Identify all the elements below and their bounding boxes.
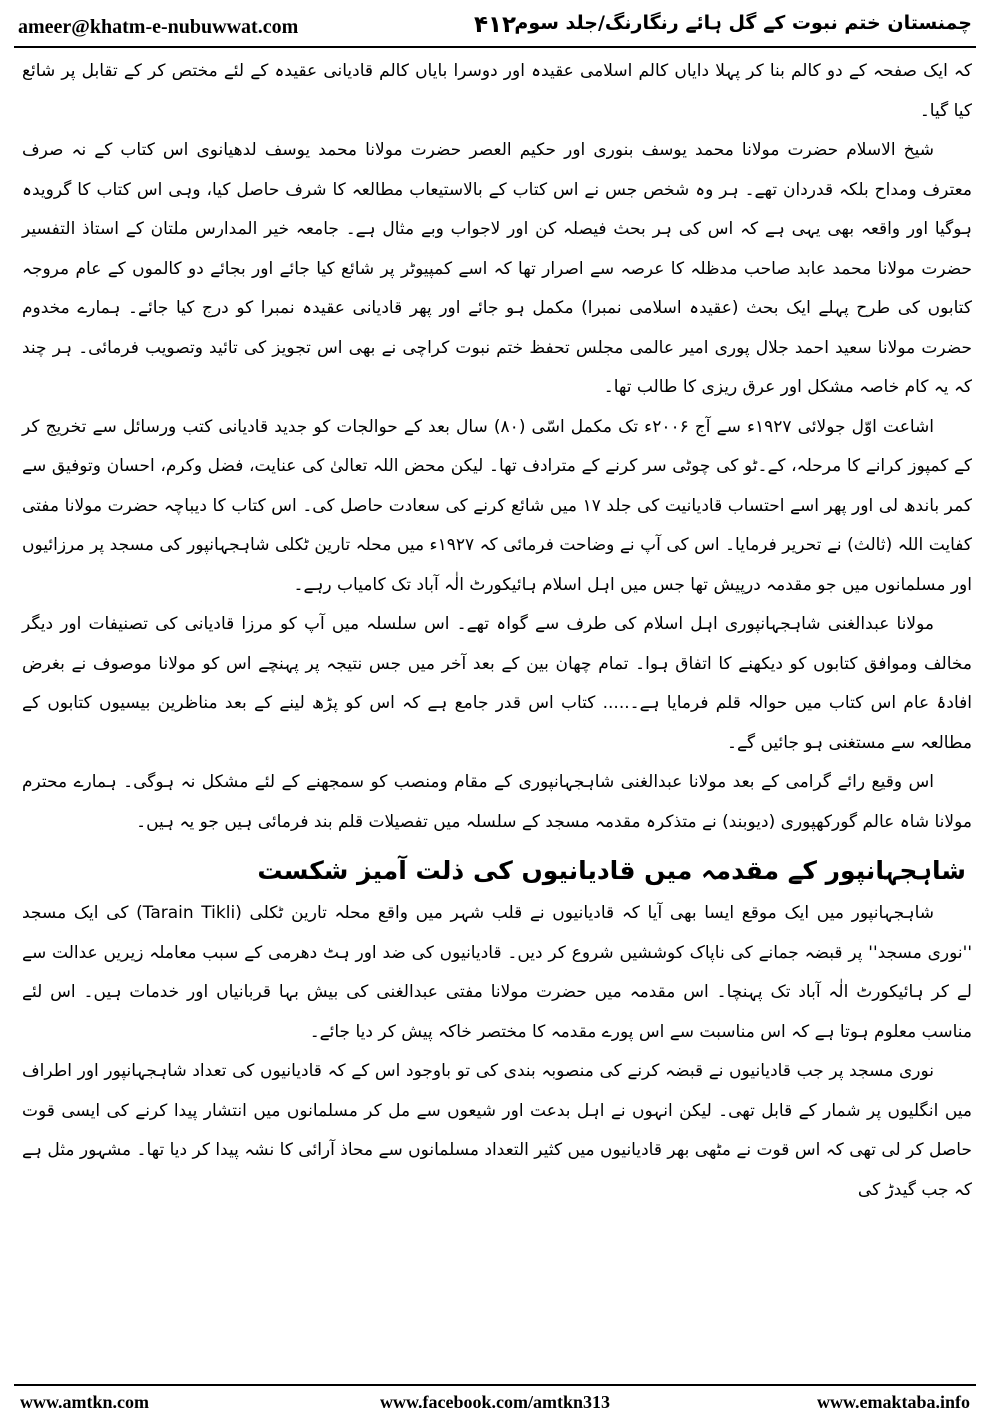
book-title: چمنستان ختم نبوت کے گل ہائے رنگارنگ/جلد سوم bbox=[514, 12, 972, 34]
paragraph-2: شیخ الاسلام حضرت مولانا محمد یوسف بنوری اور حکیم العصر حضرت مولانا محمد یوسف لدھیانوی اس کتاب کے نہ صرف معترف ومداح بلکہ قدردان تھے۔ ہر وہ شخص جس نے اس کتاب کے بالاستیعاب مطالعہ کا شرف حاصل کیا، وہی اس کتاب کا گرویدہ ہوگیا اور واقعہ بھی یہی ہے کہ اس کی ہر بحث فیصلہ کن اور لاجواب وبے مثال ہے۔ جامعہ خیر المدارس ملتان کے استاذ التفسیر حضرت مولانا محمد عابد صاحب مدظلہ کا عرصہ سے اصرار تھا کہ اسے کمپیوٹر پر شائع کیا جائے اور بجائے دو کالموں کے عام مروجہ کتابوں کی طرح پہلے ایک بحث (عقیدہ اسلامی نمبرا) مکمل ہو جائے اور پھر قادیانی عقیدہ نمبرا کو درج کیا جائے۔ ہمارے مخدوم حضرت مولانا سعید احمد جلال پوری امیر عالمی مجلس تحفظ ختم نبوت کراچی نے بھی اس تجویز کی تائید وتصویب فرمائی۔ ہر چند کہ یہ کام خاصہ مشکل اور عرق ریزی کا طالب تھا۔ bbox=[22, 140, 972, 397]
header-email: ameer@khatm-e-nubuwwat.com bbox=[18, 16, 299, 38]
page-body bbox=[22, 52, 972, 1210]
footer-divider bbox=[14, 1384, 976, 1386]
section-paragraph-2: نوری مسجد پر جب قادیانیوں نے قبضہ کرنے کی منصوبہ بندی کی تو باوجود اس کے کہ قادیانیوں کی تعداد شاہجہانپور اور اطراف میں انگلیوں پر شمار کے قابل تھی۔ لیکن انہوں نے اہل بدعت اور شیعوں سے مل کر مسلمانوں میں انتشار پیدا کرنے کی ایسی قوت حاصل کر لی تھی کہ اس قوت نے مٹھی بھر قادیانیوں میں کثیر التعداد مسلمانوں سے محاذ آرائی کا نشہ پیدا کر دیا تھا۔ مشہور مثل ہے کہ جب گیدڑ کی bbox=[22, 1061, 972, 1200]
paragraph-1: کہ ایک صفحہ کے دو کالم بنا کر پہلا دایاں کالم اسلامی عقیدہ اور دوسرا بایاں کالم قادیانی عقیدہ کے لئے مختص کر کے تقابل پر شائع کیا گیا۔ bbox=[22, 61, 972, 121]
paragraph-4: مولانا عبدالغنی شاہجہانپوری اہل اسلام کی طرف سے گواہ تھے۔ اس سلسلہ میں آپ کو مرزا قادیانی کی تصنیفات اور دیگر مخالف وموافق کتابوں کو دیکھنے کا اتفاق ہوا۔ تمام چھان بین کے بعد آخر میں جس نتیجہ پر پہنچے اس کو مولانا موصوف نے بغرض افادۂ عام اس کتاب میں حوالہ قلم فرمایا ہے۔..... کتاب اس قدر جامع ہے کہ اس کو پڑھ لینے کے بعد مناظرین بیسیوں کتابوں کے مطالعہ سے مستغنی ہو جائیں گے۔ bbox=[22, 614, 972, 753]
page-footer bbox=[14, 1390, 976, 1420]
paragraph-5: اس وقیع رائے گرامی کے بعد مولانا عبدالغنی شاہجہانپوری کے مقام ومنصب کو سمجھنے کے لئے مشکل نہ ہوگی۔ ہمارے محترم مولانا شاہ عالم گورکھپوری (دیوبند) نے متذکرہ مقدمہ مسجد کے سلسلہ میں تفصیلات قلم بند فرمائی ہیں جو یہ ہیں۔ bbox=[22, 772, 972, 832]
header-divider bbox=[14, 46, 976, 48]
footer-link-emaktaba[interactable]: www.emaktaba.info bbox=[816, 1392, 970, 1412]
page-header bbox=[14, 0, 976, 46]
footer-link-amtkn[interactable]: www.amtkn.com bbox=[20, 1392, 149, 1412]
section-paragraph-1: شاہجہانپور میں ایک موقع ایسا بھی آیا کہ قادیانیوں نے قلب شہر میں واقع محلہ تارین ٹکلی (Tarain Tikli) کی ایک مسجد ''نوری مسجد'' پر قبضہ جمانے کی ناپاک کوششیں شروع کر دیں۔ قادیانیوں کی ضد اور ہٹ دھرمی کے سبب معاملہ زیریں عدالت سے لے کر ہائیکورٹ الٰہ آباد تک پہنچا۔ اس مقدمہ میں حضرت مولانا مفتی عبدالغنی کی بیش بہا قربانیاں اور خدمات ہیں۔ اس لئے مناسب معلوم ہوتا ہے کہ اس مناسبت سے اس پورے مقدمہ کا مختصر خاکہ پیش کر دیا جائے۔ bbox=[22, 903, 972, 1042]
section-heading: شاہجہانپور کے مقدمہ میں قادیانیوں کی ذلت آمیز شکست bbox=[257, 856, 966, 885]
footer-link-facebook[interactable]: www.facebook.com/amtkn313 bbox=[380, 1392, 610, 1412]
paragraph-3: اشاعت اوّل جولائی ۱۹۲۷ء سے آج ۲۰۰۶ء تک مکمل اسّی (۸۰) سال بعد کے حوالجات کو جدید قادیانی کتب ورسائل سے تخریج کر کے کمپوز کرانے کا مرحلہ، کے۔ٹو کی چوٹی سر کرنے کے مترادف تھا۔ لیکن محض اللہ تعالیٰ کی عنایت، فضل وکرم، احسان وتوفیق سے کمر باندھ لی اور پھر اسے احتساب قادیانیت کی جلد ۱۷ میں شائع کرنے کی سعادت حاصل کی۔ اس کتاب کا دیباچہ حضرت مولانا مفتی کفایت اللہ (ثالث) نے تحریر فرمایا۔ اس کی آپ نے وضاحت فرمائی کہ ۱۹۲۷ء میں محلہ تارین ٹکلی شاہجہانپور کی مسجد پر مرزائیوں اور مسلمانوں میں جو مقدمہ درپیش تھا جس میں اہل اسلام ہائیکورٹ الٰہ آباد تک کامیاب رہے۔ bbox=[22, 416, 973, 595]
page-number: ۴۱۲ bbox=[473, 12, 517, 38]
